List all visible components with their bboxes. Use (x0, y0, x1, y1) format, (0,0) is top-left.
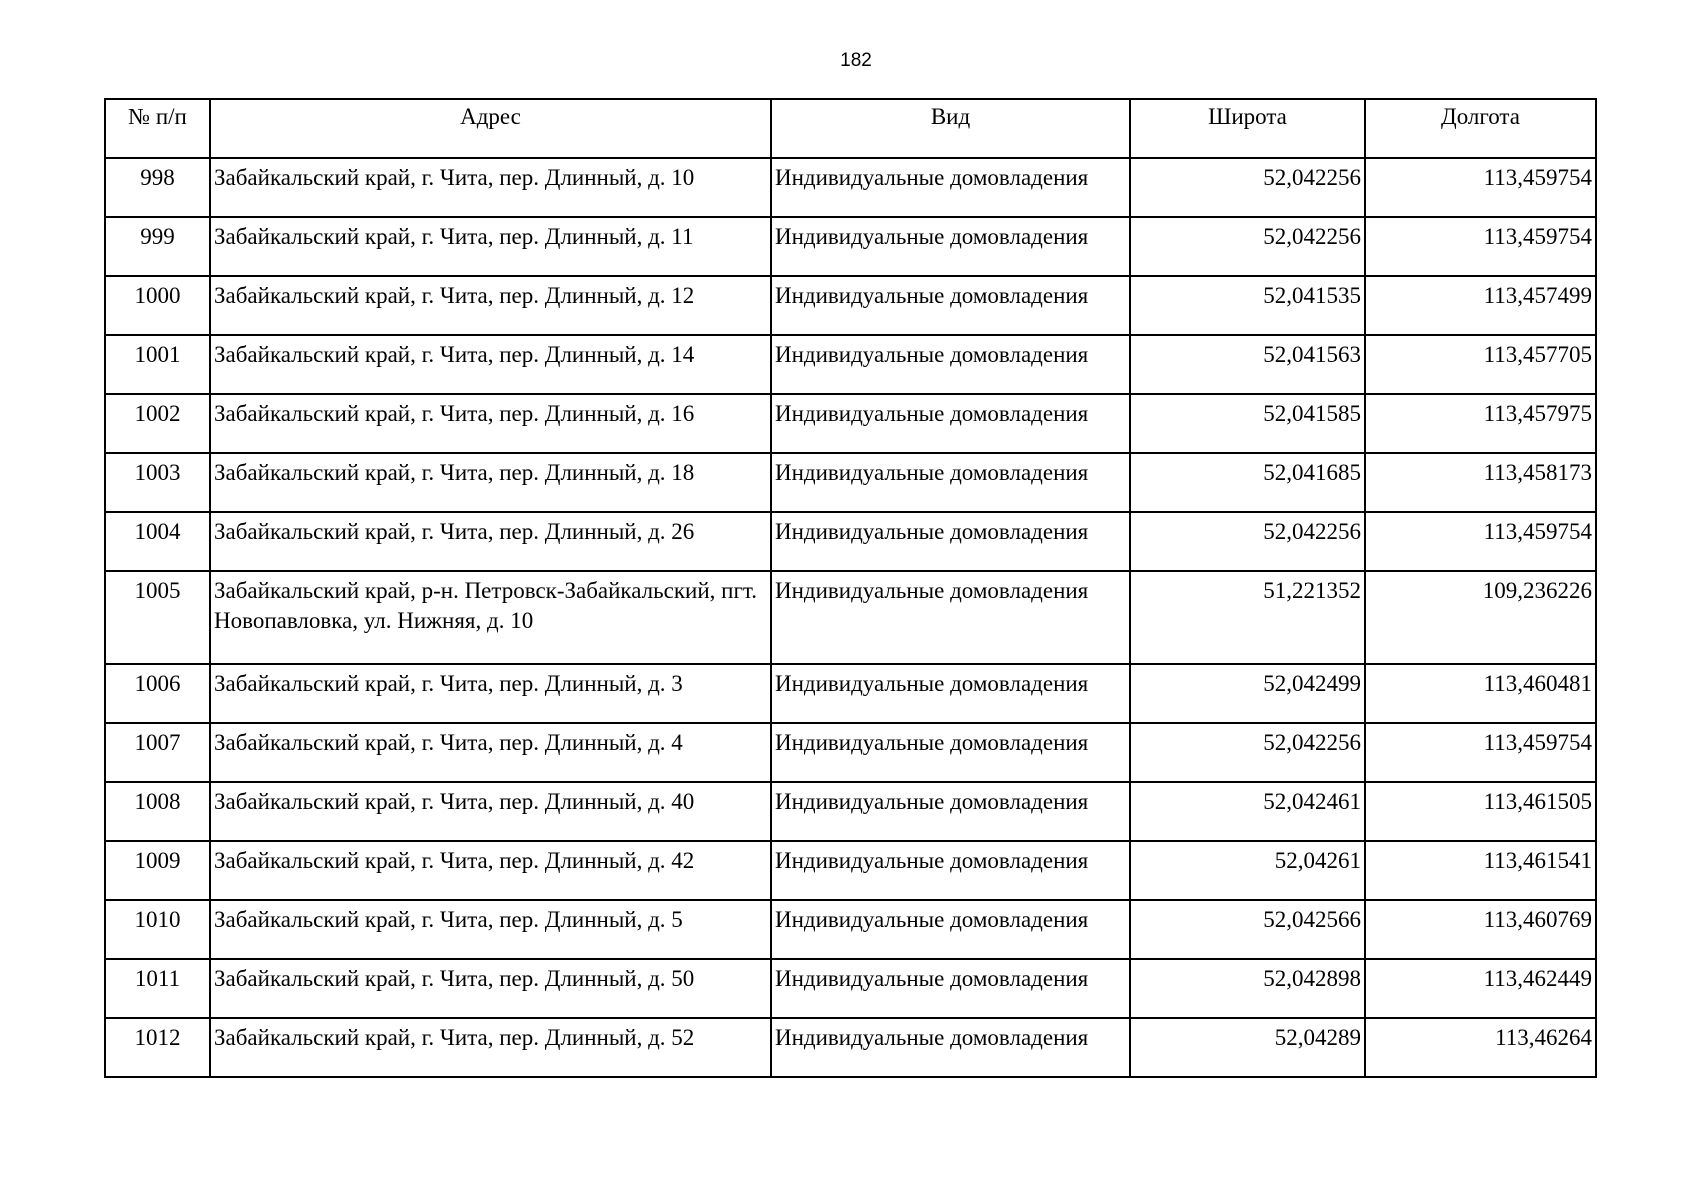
table-row (105, 664, 1596, 723)
cell-address: Забайкальский край, г. Чита, пер. Длинный, д. 52 (210, 1018, 771, 1077)
cell-latitude: 52,042461 (1130, 782, 1365, 841)
address-table (104, 98, 1597, 1078)
cell-address: Забайкальский край, г. Чита, пер. Длинный, д. 12 (210, 276, 771, 335)
cell-address: Забайкальский край, г. Чита, пер. Длинный, д. 11 (210, 217, 771, 276)
cell-longitude: 113,457499 (1365, 276, 1596, 335)
cell-longitude: 113,461505 (1365, 782, 1596, 841)
cell-num: 1011 (105, 959, 210, 1018)
cell-latitude: 51,221352 (1130, 571, 1365, 664)
table-body (105, 158, 1596, 1077)
cell-kind: Индивидуальные домовладения (771, 841, 1130, 900)
cell-num: 1004 (105, 512, 210, 571)
cell-num: 1009 (105, 841, 210, 900)
cell-latitude: 52,042499 (1130, 664, 1365, 723)
cell-latitude: 52,041685 (1130, 453, 1365, 512)
header-row (105, 99, 1596, 158)
cell-latitude: 52,042256 (1130, 158, 1365, 217)
cell-num: 1000 (105, 276, 210, 335)
cell-address: Забайкальский край, г. Чита, пер. Длинный, д. 14 (210, 335, 771, 394)
table-row (105, 900, 1596, 959)
cell-longitude: 113,460769 (1365, 900, 1596, 959)
cell-address: Забайкальский край, г. Чита, пер. Длинный, д. 40 (210, 782, 771, 841)
table-row (105, 335, 1596, 394)
cell-num: 1012 (105, 1018, 210, 1077)
cell-latitude: 52,041563 (1130, 335, 1365, 394)
cell-longitude: 113,460481 (1365, 664, 1596, 723)
cell-kind: Индивидуальные домовладения (771, 453, 1130, 512)
cell-address: Забайкальский край, г. Чита, пер. Длинный, д. 4 (210, 723, 771, 782)
page-number: 182 (840, 50, 872, 71)
cell-longitude: 113,457705 (1365, 335, 1596, 394)
cell-longitude: 113,458173 (1365, 453, 1596, 512)
cell-kind: Индивидуальные домовладения (771, 664, 1130, 723)
cell-num: 998 (105, 158, 210, 217)
table-row (105, 217, 1596, 276)
cell-latitude: 52,04261 (1130, 841, 1365, 900)
cell-num: 1001 (105, 335, 210, 394)
cell-latitude: 52,042898 (1130, 959, 1365, 1018)
cell-kind: Индивидуальные домовладения (771, 782, 1130, 841)
cell-latitude: 52,042566 (1130, 900, 1365, 959)
cell-address: Забайкальский край, г. Чита, пер. Длинный, д. 50 (210, 959, 771, 1018)
cell-kind: Индивидуальные домовладения (771, 723, 1130, 782)
cell-kind: Индивидуальные домовладения (771, 512, 1130, 571)
cell-kind: Индивидуальные домовладения (771, 276, 1130, 335)
table-row (105, 959, 1596, 1018)
table-row (105, 453, 1596, 512)
cell-address: Забайкальский край, г. Чита, пер. Длинный, д. 16 (210, 394, 771, 453)
table-row (105, 571, 1596, 664)
table-row (105, 276, 1596, 335)
cell-longitude: 109,236226 (1365, 571, 1596, 664)
cell-longitude: 113,462449 (1365, 959, 1596, 1018)
cell-longitude: 113,457975 (1365, 394, 1596, 453)
cell-latitude: 52,041585 (1130, 394, 1365, 453)
header-address: Адрес (210, 99, 771, 158)
cell-latitude: 52,04289 (1130, 1018, 1365, 1077)
cell-kind: Индивидуальные домовладения (771, 394, 1130, 453)
cell-longitude: 113,46264 (1365, 1018, 1596, 1077)
table-row (105, 782, 1596, 841)
cell-kind: Индивидуальные домовладения (771, 158, 1130, 217)
cell-num: 1010 (105, 900, 210, 959)
cell-latitude: 52,041535 (1130, 276, 1365, 335)
table-row (105, 841, 1596, 900)
cell-kind: Индивидуальные домовладения (771, 217, 1130, 276)
cell-address: Забайкальский край, г. Чита, пер. Длинный, д. 26 (210, 512, 771, 571)
cell-num: 999 (105, 217, 210, 276)
cell-kind: Индивидуальные домовладения (771, 571, 1130, 664)
cell-num: 1007 (105, 723, 210, 782)
table-row (105, 1018, 1596, 1077)
table-row (105, 723, 1596, 782)
cell-longitude: 113,459754 (1365, 723, 1596, 782)
header-latitude: Широта (1130, 99, 1365, 158)
cell-num: 1002 (105, 394, 210, 453)
cell-latitude: 52,042256 (1130, 512, 1365, 571)
cell-address: Забайкальский край, г. Чита, пер. Длинный, д. 3 (210, 664, 771, 723)
cell-kind: Индивидуальные домовладения (771, 900, 1130, 959)
header-kind: Вид (771, 99, 1130, 158)
table-row (105, 394, 1596, 453)
cell-kind: Индивидуальные домовладения (771, 959, 1130, 1018)
table-row (105, 158, 1596, 217)
cell-longitude: 113,461541 (1365, 841, 1596, 900)
cell-address: Забайкальский край, г. Чита, пер. Длинный, д. 5 (210, 900, 771, 959)
cell-num: 1005 (105, 571, 210, 664)
cell-num: 1003 (105, 453, 210, 512)
cell-num: 1008 (105, 782, 210, 841)
header-longitude: Долгота (1365, 99, 1596, 158)
cell-kind: Индивидуальные домовладения (771, 1018, 1130, 1077)
cell-address: Забайкальский край, г. Чита, пер. Длинный, д. 10 (210, 158, 771, 217)
cell-kind: Индивидуальные домовладения (771, 335, 1130, 394)
cell-address: Забайкальский край, р-н. Петровск-Забайкальский, пгт. Новопавловка, ул. Нижняя, д. 10 (210, 571, 771, 664)
cell-latitude: 52,042256 (1130, 723, 1365, 782)
cell-num: 1006 (105, 664, 210, 723)
cell-latitude: 52,042256 (1130, 217, 1365, 276)
cell-longitude: 113,459754 (1365, 512, 1596, 571)
cell-longitude: 113,459754 (1365, 158, 1596, 217)
table-header (105, 99, 1596, 158)
header-num: № п/п (105, 99, 210, 158)
cell-address: Забайкальский край, г. Чита, пер. Длинный, д. 42 (210, 841, 771, 900)
cell-address: Забайкальский край, г. Чита, пер. Длинный, д. 18 (210, 453, 771, 512)
cell-longitude: 113,459754 (1365, 217, 1596, 276)
table-row (105, 512, 1596, 571)
